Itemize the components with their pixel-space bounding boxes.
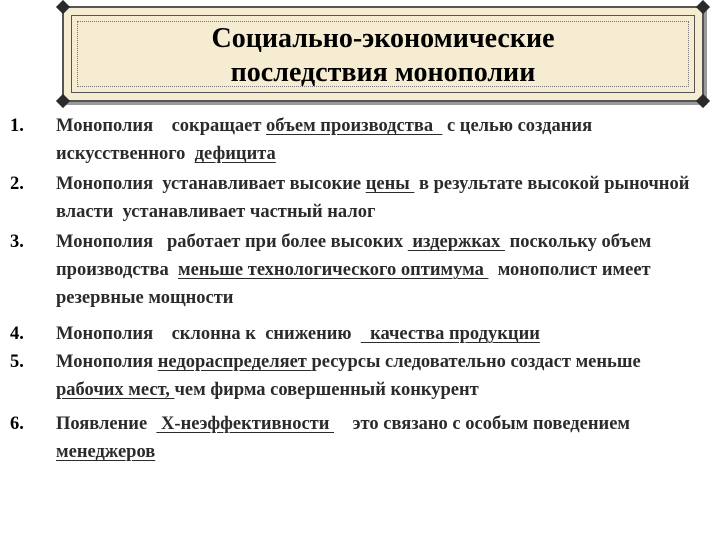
list-item-number: 3. bbox=[10, 232, 24, 252]
underlined-term: цены bbox=[365, 174, 415, 194]
list-item-number: 1. bbox=[10, 116, 24, 136]
underlined-term: качества продукции bbox=[360, 324, 540, 344]
list-item-text: в результате высокой рыночной власти устанавливает частный налог bbox=[56, 174, 695, 222]
ornament-corner-top-right bbox=[696, 0, 710, 14]
underlined-term: недораспределяет bbox=[157, 352, 312, 372]
underlined-term: дефицита bbox=[194, 144, 276, 164]
ornament-corner-bottom-right bbox=[696, 94, 710, 108]
list-item-text: монополист имеет резервные мощности bbox=[56, 260, 656, 308]
list-item bbox=[0, 228, 720, 312]
list-item-text: чем фирма совершенный конкурент bbox=[174, 380, 479, 400]
list-item-text: Появление bbox=[56, 414, 157, 434]
list-item bbox=[0, 170, 720, 226]
slide-title-line-2: последствия монополии bbox=[230, 57, 536, 88]
underlined-term: объем производства bbox=[266, 116, 443, 136]
list-item-text: Монополия сокращает bbox=[56, 116, 267, 136]
ornament-corner-bottom-left bbox=[56, 94, 70, 108]
list-item bbox=[0, 348, 720, 404]
list-item-text: поскольку объем производства bbox=[56, 232, 656, 280]
list-item-text: Монополия работает при более высоких bbox=[56, 232, 408, 252]
title-plaque bbox=[62, 6, 704, 102]
underlined-term: меньше технологического оптимума bbox=[178, 260, 489, 280]
ornament-corner-top-left bbox=[56, 0, 70, 14]
list-item-text: Монополия склонна к снижению bbox=[56, 324, 361, 344]
list-item-number: 4. bbox=[10, 324, 24, 344]
underlined-term: менеджеров bbox=[56, 442, 156, 462]
list-item-number: 6. bbox=[10, 414, 24, 434]
list-item bbox=[0, 320, 720, 348]
list-item-text: ресурсы следовательно создаст меньше bbox=[311, 352, 646, 372]
list-item-text: это связано с особым поведением bbox=[334, 414, 640, 434]
list-item bbox=[0, 410, 720, 466]
underlined-term: Х-неэффективности bbox=[156, 414, 335, 434]
slide-title bbox=[64, 22, 702, 90]
slide-title-line-1: Социально-экономические bbox=[211, 23, 555, 54]
list-item-text: Монополия устанавливает высокие bbox=[56, 174, 366, 194]
underlined-term: издержках bbox=[407, 232, 505, 252]
list-item-text: с целью создания искусственного bbox=[56, 116, 616, 164]
consequences-list bbox=[0, 112, 720, 466]
list-item-number: 2. bbox=[10, 174, 24, 194]
list-item-text: Монополия bbox=[56, 352, 158, 372]
list-item-number: 5. bbox=[10, 352, 24, 372]
list-item bbox=[0, 112, 720, 168]
underlined-term: рабочих мест, bbox=[56, 380, 175, 400]
